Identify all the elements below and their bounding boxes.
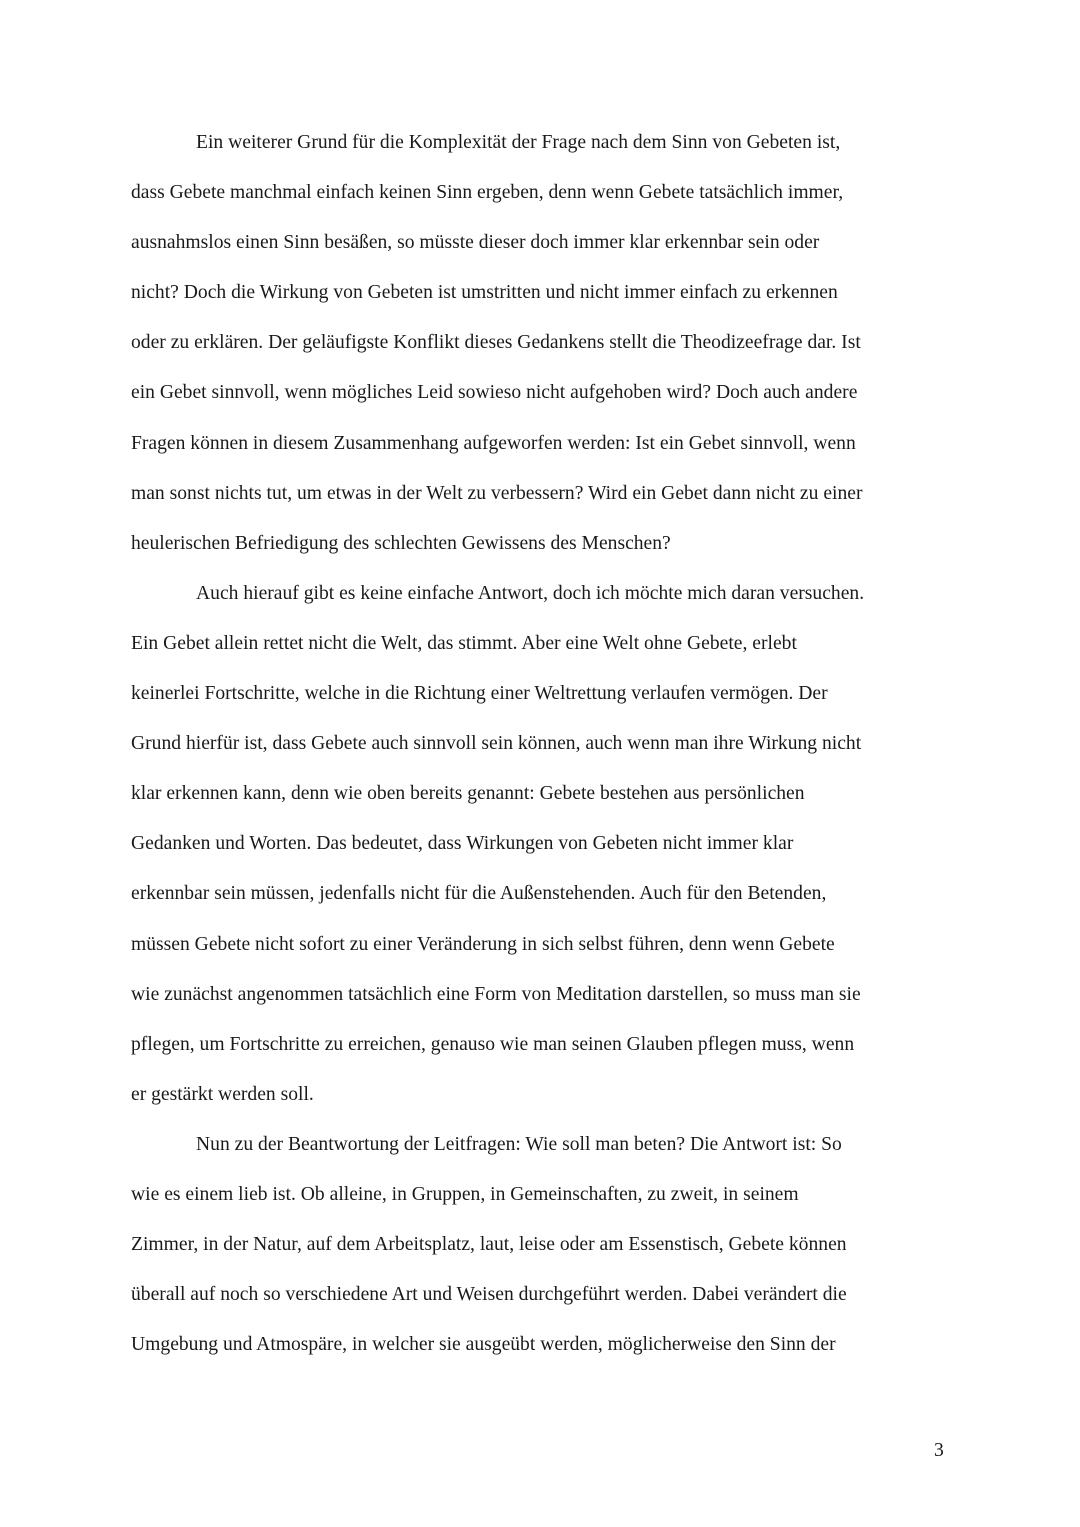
text-line: Gedanken und Worten. Das bedeutet, dass Wirkungen von Gebeten nicht immer klar	[131, 833, 794, 855]
text-line: oder zu erklären. Der geläufigste Konflikt dieses Gedankens stellt die Theodizeefrage dar. Ist	[131, 332, 861, 354]
page-number: 3	[934, 1440, 944, 1461]
paragraph-first-line: Auch hierauf gibt es keine einfache Antwort, doch ich möchte mich daran versuchen.	[196, 582, 865, 604]
text-line: Grund hierfür ist, dass Gebete auch sinnvoll sein können, auch wenn man ihre Wirkung nicht	[131, 733, 862, 755]
text-line: keinerlei Fortschritte, welche in die Richtung einer Weltrettung verlaufen vermögen. Der	[131, 683, 828, 705]
text-line: Ein Gebet allein rettet nicht die Welt, das stimmt. Aber eine Welt ohne Gebete, erlebt	[131, 632, 797, 654]
text-line: heulerischen Befriedigung des schlechten Gewissens des Menschen?	[131, 532, 671, 554]
text-line: man sonst nichts tut, um etwas in der Welt zu verbessern? Wird ein Gebet dann nicht zu einer	[131, 482, 863, 504]
text-line: erkennbar sein müssen, jedenfalls nicht für die Außenstehenden. Auch für den Betenden,	[131, 883, 827, 905]
text-line: ausnahmslos einen Sinn besäßen, so müsste dieser doch immer klar erkennbar sein oder	[131, 232, 820, 254]
text-line: klar erkennen kann, denn wie oben bereits genannt: Gebete bestehen aus persönlichen	[131, 783, 805, 805]
paragraph-first-line: Nun zu der Beantwortung der Leitfragen: Wie soll man beten? Die Antwort ist: So	[196, 1133, 842, 1155]
text-line: ein Gebet sinnvoll, wenn mögliches Leid sowieso nicht aufgehoben wird? Doch auch andere	[131, 382, 858, 404]
text-line: dass Gebete manchmal einfach keinen Sinn ergeben, denn wenn Gebete tatsächlich immer,	[131, 182, 844, 204]
paragraph-first-line: Ein weiterer Grund für die Komplexität der Frage nach dem Sinn von Gebeten ist,	[196, 132, 841, 153]
text-line: nicht? Doch die Wirkung von Gebeten ist umstritten und nicht immer einfach zu erkennen	[131, 282, 838, 304]
text-line: Fragen können in diesem Zusammenhang aufgeworfen werden: Ist ein Gebet sinnvoll, wenn	[131, 432, 856, 454]
text-line: wie zunächst angenommen tatsächlich eine Form von Meditation darstellen, so muss man sie	[131, 983, 861, 1005]
text-line: pflegen, um Fortschritte zu erreichen, genauso wie man seinen Glauben pflegen muss, wenn	[131, 1033, 855, 1055]
text-line: Zimmer, in der Natur, auf dem Arbeitsplatz, laut, leise oder am Essenstisch, Gebete können	[131, 1234, 847, 1256]
text-line: wie es einem lieb ist. Ob alleine, in Gruppen, in Gemeinschaften, zu zweit, in seinem	[131, 1183, 799, 1205]
text-line: überall auf noch so verschiedene Art und Weisen durchgeführt werden. Dabei verändert die	[131, 1284, 847, 1306]
body-text	[131, 118, 961, 1370]
text-line: müssen Gebete nicht sofort zu einer Veränderung in sich selbst führen, denn wenn Gebete	[131, 933, 835, 955]
text-line: er gestärkt werden soll.	[131, 1083, 314, 1105]
text-line: Umgebung und Atmospäre, in welcher sie ausgeübt werden, möglicherweise den Sinn der	[131, 1334, 836, 1356]
